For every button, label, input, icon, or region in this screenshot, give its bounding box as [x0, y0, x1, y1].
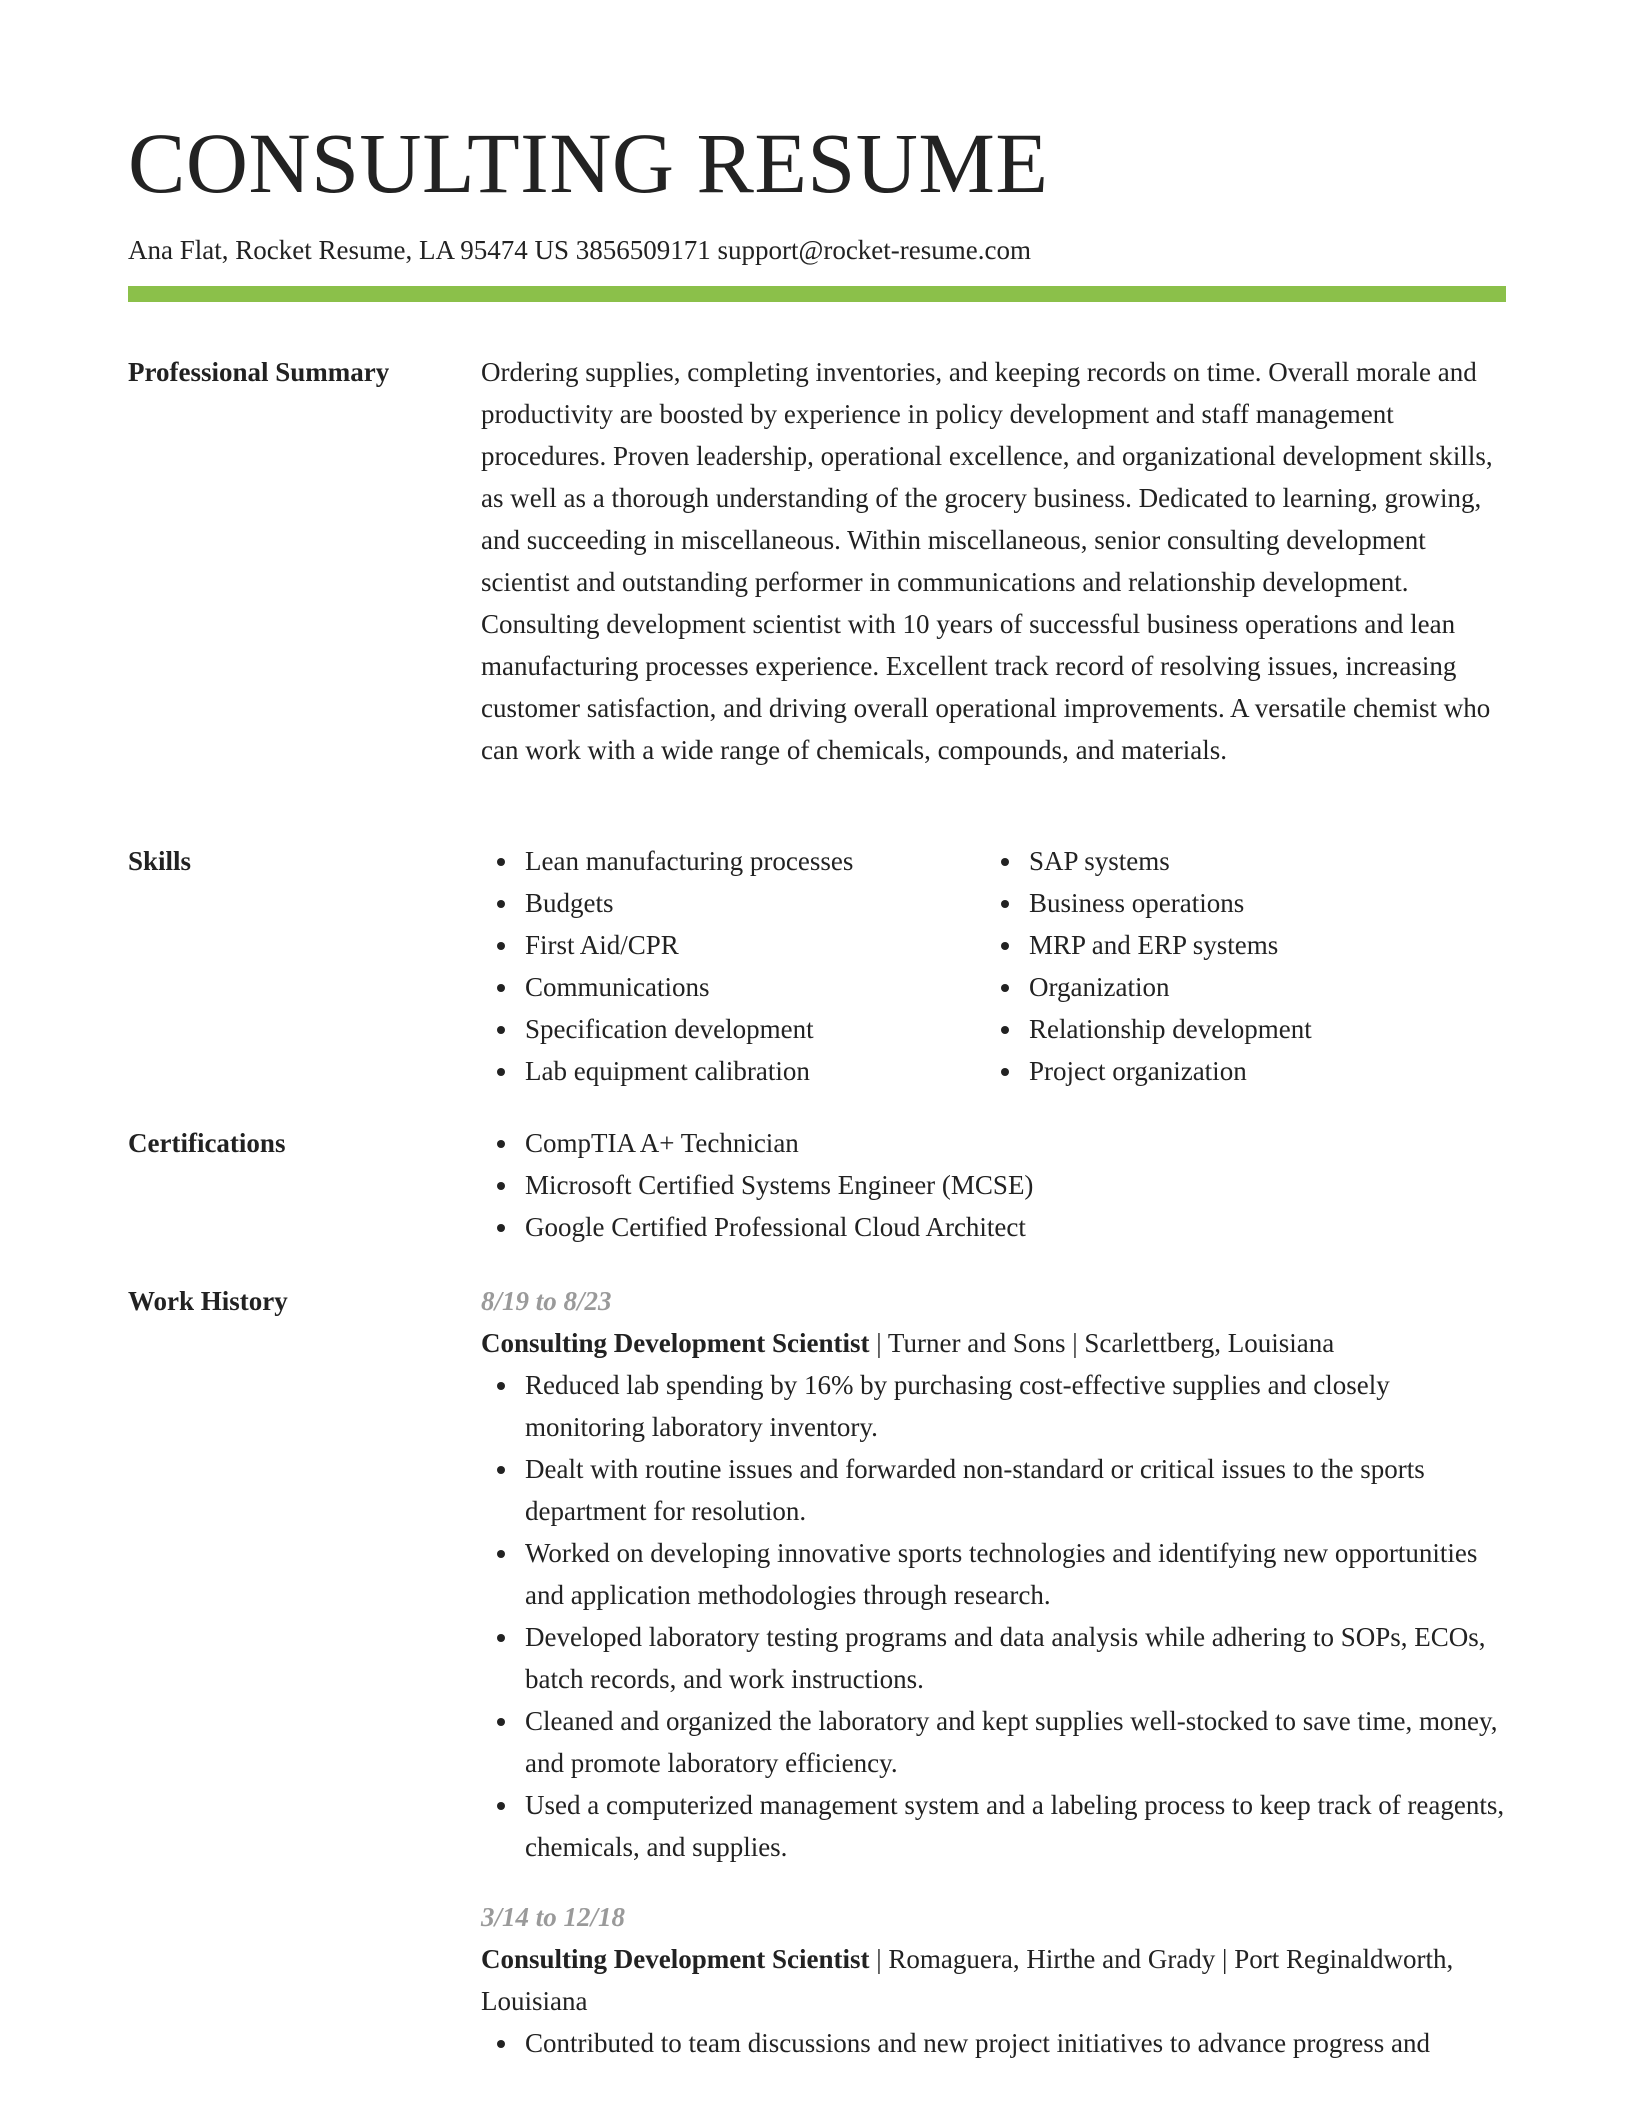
skills-list-left [481, 840, 985, 1092]
contact-line: Ana Flat, Rocket Resume, LA 95474 US 3856509171 support@rocket-resume.com [128, 235, 1031, 265]
skill-item: Project organization [985, 1050, 1489, 1092]
skill-item: MRP and ERP systems [985, 924, 1489, 966]
certification-item: Microsoft Certified Systems Engineer (MCSE) [481, 1164, 1506, 1206]
job-entry [481, 1280, 1506, 1868]
certification-item: Google Certified Professional Cloud Architect [481, 1206, 1506, 1248]
summary-text: Ordering supplies, completing inventories, and keeping records on time. Overall morale and productivity are boosted by experience in policy development and staff management procedures. Proven leadership, operational excellence, and organizational development skills, as well as a thorough understanding of the grocery business. Dedicated to learning, growing, and succeeding in miscellaneous. Within miscellaneous, senior consulting development scientist and outstanding performer in communications and relationship development. Consulting development scientist with 10 years of successful business operations and lean manufacturing processes experience. Excellent track record of resolving issues, increasing customer satisfaction, and driving overall operational improvements. A versatile chemist who can work with a wide range of chemicals, compounds, and materials. [481, 357, 1493, 765]
certification-item: CompTIA A+ Technician [481, 1122, 1506, 1164]
skill-item: Lab equipment calibration [481, 1050, 985, 1092]
job-bullet: Cleaned and organized the laboratory and kept supplies well-stocked to save time, money, and promote laboratory efficiency. [481, 1700, 1506, 1784]
certifications-heading: Certifications [128, 1128, 286, 1158]
skill-item: Relationship development [985, 1008, 1489, 1050]
job-dates: 8/19 to 8/23 [481, 1286, 612, 1316]
job-company-location: | Romaguera, Hirthe and Grady | Port Reginaldworth, Louisiana [481, 1944, 1454, 2016]
skill-item: SAP systems [985, 840, 1489, 882]
job-title-line [481, 1938, 1506, 2022]
accent-divider [128, 286, 1506, 302]
work-history-heading: Work History [128, 1286, 288, 1316]
job-bullets [481, 1364, 1506, 1868]
certifications-list [481, 1122, 1506, 1248]
skill-item: Business operations [985, 882, 1489, 924]
skill-item: Organization [985, 966, 1489, 1008]
job-bullet: Contributed to team discussions and new project initiatives to advance progress and [481, 2022, 1506, 2064]
job-title-line [481, 1322, 1506, 1364]
skill-item: Communications [481, 966, 985, 1008]
job-bullet: Reduced lab spending by 16% by purchasing cost-effective supplies and closely monitoring laboratory inventory. [481, 1364, 1506, 1448]
skills-list-right [985, 840, 1489, 1092]
skill-item: Lean manufacturing processes [481, 840, 985, 882]
job-company-location: | Turner and Sons | Scarlettberg, Louisiana [869, 1328, 1335, 1358]
summary-heading: Professional Summary [128, 357, 390, 387]
job-bullet: Used a computerized management system and a labeling process to keep track of reagents, chemicals, and supplies. [481, 1784, 1506, 1868]
job-bullet: Developed laboratory testing programs and data analysis while adhering to SOPs, ECOs, batch records, and work instructions. [481, 1616, 1506, 1700]
job-role: Consulting Development Scientist [481, 1944, 870, 1974]
job-entry [481, 1896, 1506, 2064]
job-bullet: Dealt with routine issues and forwarded non-standard or critical issues to the sports department for resolution. [481, 1448, 1506, 1532]
job-dates: 3/14 to 12/18 [481, 1902, 626, 1932]
job-role: Consulting Development Scientist [481, 1328, 870, 1358]
resume-title: CONSULTING RESUME [128, 115, 1049, 211]
skills-heading: Skills [128, 846, 192, 876]
job-bullet: Worked on developing innovative sports technologies and identifying new opportunities and application methodologies through research. [481, 1532, 1506, 1616]
job-bullets [481, 2022, 1506, 2064]
skill-item: Specification development [481, 1008, 985, 1050]
skill-item: Budgets [481, 882, 985, 924]
skill-item: First Aid/CPR [481, 924, 985, 966]
